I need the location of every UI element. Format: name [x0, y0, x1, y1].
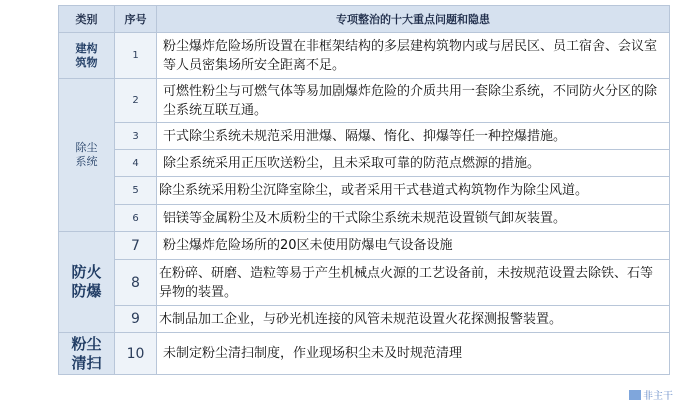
table-header-row	[59, 6, 670, 33]
row-number: 5	[115, 177, 157, 205]
row-number: 7	[115, 232, 157, 260]
category-cell	[59, 333, 115, 375]
header-category: 类别	[59, 6, 115, 33]
issue-text: 木制品加工企业，与砂光机连接的风管未规范设置火花探测报警装置。	[157, 306, 670, 333]
watermark-logo-icon	[629, 390, 641, 400]
header-issue: 专项整治的十大重点问题和隐患	[157, 6, 670, 33]
table-row	[59, 260, 670, 306]
watermark-text: 非主干	[643, 391, 673, 402]
row-number: 1	[115, 33, 157, 79]
table-row	[59, 205, 670, 232]
table-row	[59, 150, 670, 177]
row-number: 4	[115, 150, 157, 177]
issue-text: 除尘系统采用粉尘沉降室除尘，或者采用干式巷道式构筑物作为除尘风道。	[157, 177, 670, 205]
category-cell	[59, 79, 115, 232]
category-label: 防火防爆	[71, 263, 102, 300]
issue-text: 除尘系统采用正压吹送粉尘，且未采取可靠的防范点燃源的措施。	[157, 150, 670, 177]
issue-text: 可燃性粉尘与可燃气体等易加剧爆炸危险的介质共用一套除尘系统，不同防火分区的除尘系统互联互通。	[157, 79, 670, 123]
issue-text: 铝镁等金属粉尘及木质粉尘的干式除尘系统未规范设置锁气卸灰装置。	[157, 205, 670, 232]
issue-text: 粉尘爆炸危险场所的20区未使用防爆电气设备设施	[157, 232, 670, 260]
table-row	[59, 232, 670, 260]
category-cell	[59, 33, 115, 79]
issue-text: 粉尘爆炸危险场所设置在非框架结构的多层建构筑物内或与居民区、员工宿舍、会议室等人员密集场所安全距离不足。	[157, 33, 670, 79]
table-row	[59, 306, 670, 333]
issue-text: 在粉碎、研磨、造粒等易于产生机械点火源的工艺设备前，未按规范设置去除铁、石等异物的装置。	[157, 260, 670, 306]
table-row	[59, 33, 670, 79]
category-label: 粉尘清扫	[71, 334, 102, 372]
row-number: 8	[115, 260, 157, 306]
table-row	[59, 177, 670, 205]
watermark	[629, 387, 673, 402]
category-cell	[59, 232, 115, 333]
header-number: 序号	[115, 6, 157, 33]
issue-text: 未制定粉尘清扫制度，作业现场积尘未及时规范清理	[157, 333, 670, 375]
row-number: 2	[115, 79, 157, 123]
row-number: 6	[115, 205, 157, 232]
hazard-table	[58, 5, 670, 375]
table-row	[59, 79, 670, 123]
category-label: 建构筑物	[75, 41, 98, 69]
issue-text: 干式除尘系统未规范采用泄爆、隔爆、惰化、抑爆等任一种控爆措施。	[157, 123, 670, 150]
row-number: 10	[115, 333, 157, 375]
table-row	[59, 123, 670, 150]
table-row	[59, 333, 670, 375]
category-label: 除尘系统	[75, 141, 98, 168]
row-number: 3	[115, 123, 157, 150]
row-number: 9	[115, 306, 157, 333]
